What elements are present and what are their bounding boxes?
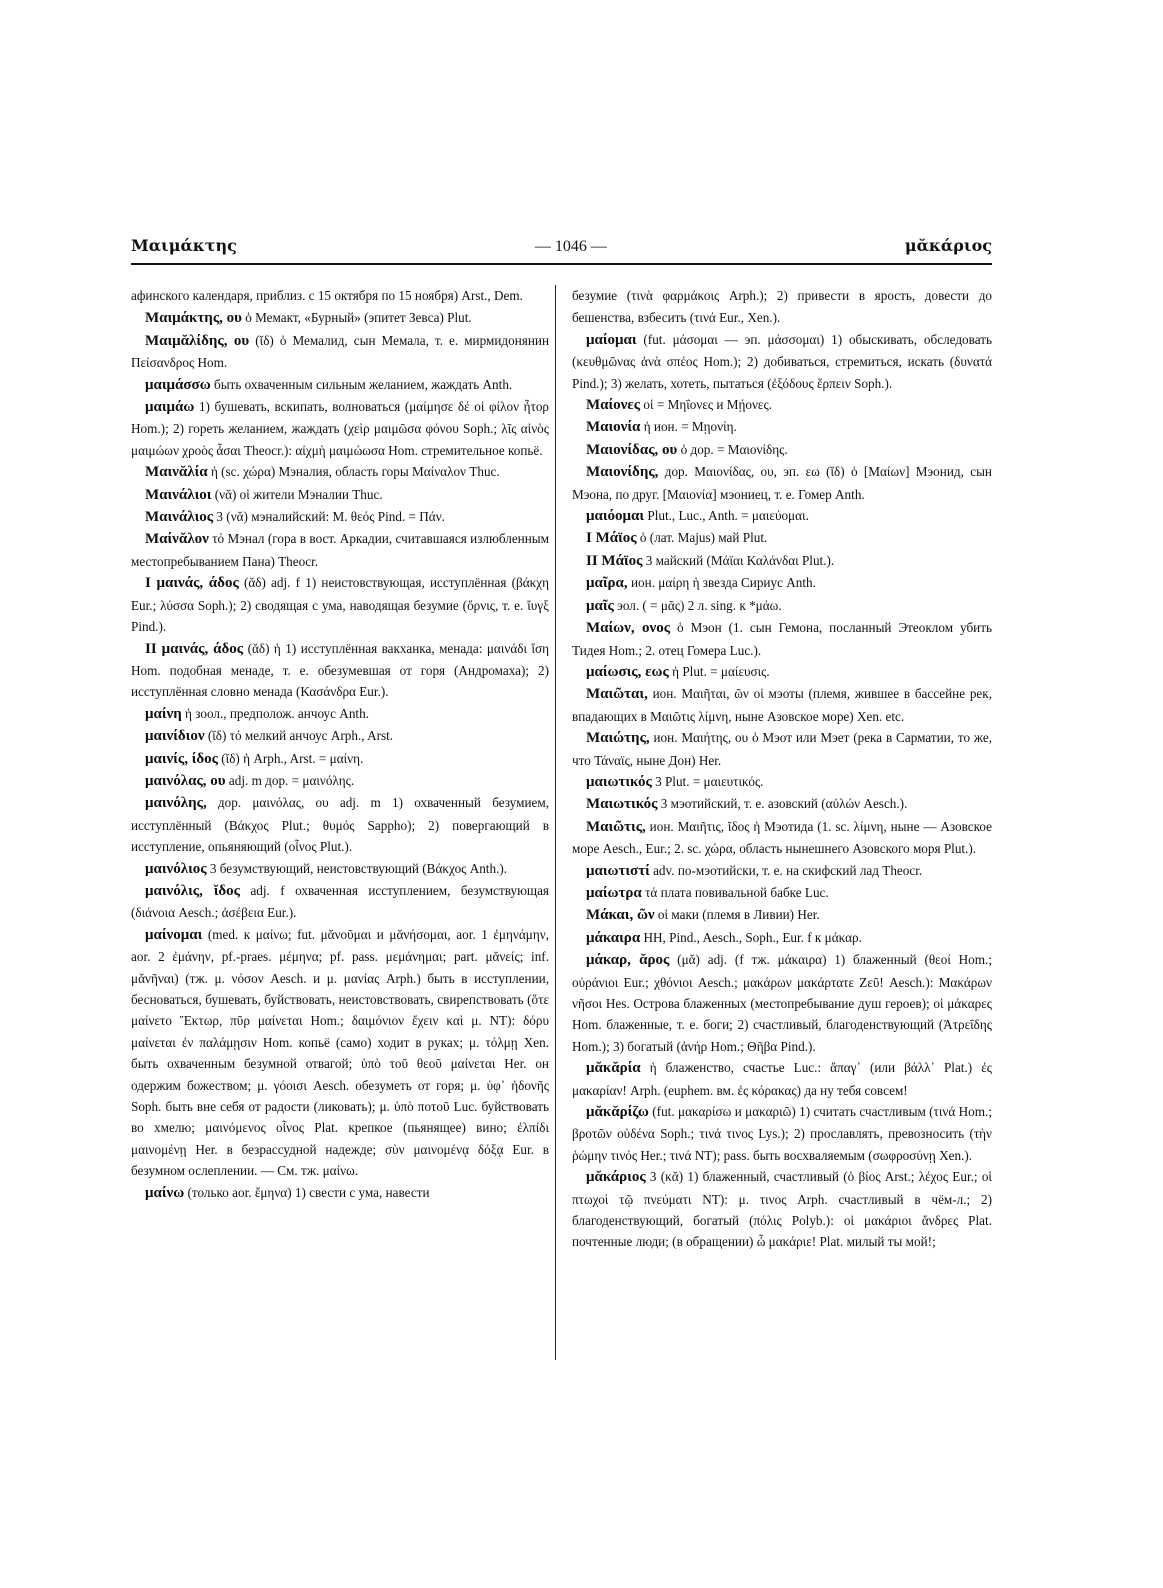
entry-definition: афинского календаря, приблиз. с 15 октября по 15 ноября) Arst., Dem. [131, 288, 523, 303]
header-rule [131, 263, 992, 265]
entry-headword: μᾰκᾰρία [586, 1060, 641, 1077]
dictionary-entry [572, 617, 992, 661]
entry-definition: (ᾰδ) ἡ 1) исступлённая вакханка, менада: μαινάδι ἴση Hom. подобная менаде, т. е. обезумевшая от горя (Андромаха); 2) исступлённая словно менада (Κασάνδρα Eur.). [131, 640, 550, 700]
entry-headword: I μαινάς, άδος [145, 575, 239, 592]
dictionary-entry [131, 748, 549, 770]
dictionary-entry [131, 880, 549, 924]
entry-definition: ἡ блаженство, счастье Luc.: ἄπαγ᾽ (или βάλλ᾽ Plat.) ἐς μακαρίαν! Arph. (euphem. вм. ἐς κόρακας) да ну тебя совсем! [572, 1060, 992, 1098]
dictionary-entry [572, 329, 992, 394]
entry-headword: Μαινάλιοι [145, 486, 212, 503]
entry-headword: μαίομαι [586, 331, 637, 348]
entry-definition: (fut. μακαρίσω и μακαριῶ) 1) считать счастливым (τινά Hom.; βροτῶν οὐδένα Soph.; τινά τινος Lys.); 2) прославлять, превозносить (τὴν ῥώμην τινός Her.; τινά NT); pass. быть восхваляемым (σωφροσύνῃ Xen.). [572, 1104, 992, 1163]
dictionary-entry [131, 1182, 549, 1204]
entry-headword: μαίνομαι [145, 926, 203, 943]
dictionary-entry [131, 924, 549, 1182]
dictionary-entry [572, 505, 992, 527]
entry-headword: μαινόλις, ῐδος [145, 882, 240, 899]
entry-headword: μαῖρα, [586, 575, 628, 592]
entry-definition: ἡ (sc. χώρα) Мэналия, область горы Μαίναλον Thuc. [207, 464, 500, 480]
entry-definition: дор. Μαιονίδας, ου, эп. εω (ῐδ) ὁ [Μαίων] Мэонид, сын Мэона, по друг. [Μαιονία] мэониец, т. е. Гомер Anth. [572, 464, 992, 502]
entry-headword: μάκαρ, ᾰρος [586, 952, 670, 969]
dictionary-entry [572, 882, 992, 904]
entry-headword: II Μάϊος [586, 552, 643, 569]
dictionary-entry [572, 394, 992, 416]
entry-definition: 3 Plut. = μαιευτικός. [651, 773, 764, 789]
entry-headword: μᾰκᾰρίζω [586, 1104, 649, 1121]
dictionary-entry [572, 793, 992, 815]
dictionary-entry [131, 858, 549, 880]
entry-headword: Μαιμάκτης, ου [145, 310, 242, 327]
dictionary-entry [131, 528, 549, 572]
entry-definition: (ῐδ) ἡ Arph., Arst. = μαίνη. [217, 750, 364, 766]
entry-headword: μαιμάσσω [145, 376, 211, 393]
dictionary-entry [131, 770, 549, 792]
dictionary-entry [572, 550, 992, 572]
entry-definition: ион. Μαιήτης, ου ὁ Мэот или Мэет (река в Сарматии, то же, что Τάναϊς, ныне Дон) Her. [572, 730, 992, 768]
dictionary-entry [572, 527, 992, 549]
dictionary-entry [572, 727, 992, 771]
dictionary-entry [572, 1101, 992, 1166]
entry-definition: ὁ дор. = Μαιονίδης. [677, 441, 788, 457]
dictionary-entry [572, 683, 992, 727]
entry-definition: adv. по-мэотийски, т. е. на скифский лад Theocr. [649, 862, 923, 878]
dictionary-entry [131, 792, 549, 857]
entry-headword: μαίνη [145, 705, 182, 722]
entry-definition: 3 (κᾰ) 1) блаженный, счастливый (ὁ βίος Arst.; λέχος Eur.; οἱ πτωχοὶ τῷ πνεύματι NT): μ. τινος Arph. счастливый в чём-л.; 2) благоденствующий, богатый (πόλις Polyb.): οἱ μακάριοι ἄνδρες Plat. почтенные люди; (в обращении) ὦ μακάριε! Plat. милый ты мой!; [572, 1169, 992, 1250]
entry-definition: безумие (τινὰ φαρμάκοις Arph.); 2) привести в ярость, довести до бешенства, взбесить (τινά Eur., Xen.). [572, 288, 992, 326]
entry-definition: 3 безумствующий, неистовствующий (Βάκχος Anth.). [206, 860, 508, 876]
entry-headword: Μαιωτικός [586, 796, 658, 813]
entry-headword: μαιόομαι [586, 508, 645, 525]
entry-headword: Μάκαι, ῶν [586, 907, 655, 924]
entry-headword: I Μάϊος [586, 530, 637, 547]
entry-definition: οἱ = Μηΐονες и Μῄονες. [640, 397, 772, 413]
entry-headword: Μαίονες [586, 397, 641, 414]
entry-headword: μαινόλας, ου [145, 772, 226, 789]
entry-definition: эол. ( = μᾶς) 2 л. sing. к *μάω. [613, 597, 782, 613]
header-left-word: Μαιμάκτης [131, 236, 237, 255]
entry-definition: HH, Pind., Aesch., Soph., Eur. f к μάκαρ. [640, 929, 862, 945]
entry-definition: (νᾰ) οἱ жители Мэналии Thuc. [211, 486, 383, 502]
entry-definition: 1) бушевать, вскипать, волноваться (μαίμησε δέ οἱ φίλον ἦτορ Hom.); 2) гореть желанием, жаждать (χεὶρ μαιμῶσα φόνου Soph.; λῖς αἰνὸς μαιμώων χροὸς ἆσαι Theocr.): αἰχμὴ μαιμώωσα Hom. стремительное копьё. [131, 399, 549, 458]
running-header [131, 236, 992, 258]
entry-definition: ὁ Мемакт, «Бурный» (эпитет Зевса) Plut. [241, 310, 472, 326]
dictionary-entry [572, 416, 992, 438]
entry-definition: adj. m дор. = μαινόλης. [225, 772, 355, 788]
entry-headword: Μαίων, ονος [586, 620, 671, 637]
entry-definition: ион. Μαιῆται, ῶν οἱ мэоты (племя, жившее в бассейне рек, впадающих в Μαιῶτις λίμνη, ныне Азовское море) Xen. etc. [572, 686, 992, 724]
entry-definition: Plut., Luc., Anth. = μαιεύομαι. [644, 508, 809, 524]
entry-headword: μαιωτιστί [586, 862, 650, 879]
entry-headword: Μαινάλιος [145, 509, 214, 526]
entry-headword: Μαινᾰλία [145, 464, 208, 481]
dictionary-entry [131, 307, 549, 329]
dictionary-entry [131, 506, 549, 528]
entry-definition: (ῐδ) τό мелкий анчоус Arph., Arst. [204, 728, 394, 744]
entry-headword: μαῖς [586, 597, 614, 614]
entry-headword: μαίωσις, εως [586, 663, 669, 680]
dictionary-entry [572, 461, 992, 505]
dictionary-entry [572, 816, 992, 860]
entry-headword: II μαινάς, άδος [145, 640, 244, 657]
entry-definition: οἱ маки (племя в Ливии) Her. [654, 907, 820, 923]
dictionary-entry [131, 725, 549, 747]
entry-headword: Μαιμᾰλίδης, ου [145, 332, 250, 349]
entry-headword: μαινόλης, [145, 795, 207, 812]
dictionary-entry [572, 771, 992, 793]
entry-definition: (ᾰδ) adj. f 1) неистовствующая, исступлённая (βάκχη Eur.; λύσσα Soph.); 2) сводящая с ума, наводящая безумие (ὄρνις, т. е. ἴυγξ Pind.). [131, 575, 549, 635]
entry-definition: ὁ (лат. Majus) май Plut. [636, 530, 768, 546]
entry-headword: Μαιῶτις, [586, 818, 646, 835]
entry-definition: τά плата повивальной бабке Luc. [641, 884, 829, 900]
dictionary-entry [572, 904, 992, 926]
entry-headword: Μαιονίδας, ου [586, 441, 678, 458]
entry-definition: ион. μαίρη ἡ звезда Сириус Anth. [627, 575, 816, 591]
entry-definition: (med. к μαίνω; fut. μᾰνοῦμαι и μᾰνήσομαι, aor. 1 ἐμηνάμην, aor. 2 ἐμάνην, pf.-praes. μέμηνα; pf. pass. μεμάνημαι; part. μᾰνείς; inf. μᾰνῆναι) (тж. μ. νόσον Aesch. и μ. μανίας Arph.) быть в исступлении, бесноваться, бушевать, буйствовать, неистовствовать, свирепствовать (ὅτε μαίνετο Ἕκτωρ, πῦρ μαίνεται Hom.; δαιμόνιον ἔχειν καὶ μ. NT): δόρυ μαίνεται ἐν παλάμῃσιν Hom. копьё (само) ходит в руках; μ. τόλμῃ Xen. быть охваченным безумной отвагой; ὑπὸ τοῦ θεοῦ μαίνεται Her. он одержим божеством; μ. γόοισι Aesch. обезуметь от горя; μ. ὑφ᾽ ἡδονῆς Soph. быть вне себя от радости (ликовать); μ. ὑπὸ ποτοῦ Luc. буйствовать во хмелю; μαινόμενος οἶνος Plat. крепкое (пьянящее) вино; ἐλπίδι μαινομένῃ Her. в безрассудной надежде; σὺν μαινομένᾳ δόξᾳ Eur. в безумном ослеплении. — См. тж. μαίνω. [131, 926, 549, 1179]
dictionary-entry [572, 860, 992, 882]
dictionary-entry [131, 703, 549, 725]
entry-definition: (ῐδ) ὁ Мемалид, сын Мемала, т. е. мирмидонянин Πείσανδρος Hom. [131, 332, 550, 371]
entry-definition: 3 майский (Μάϊαι Καλάνδαι Plut.). [642, 552, 835, 568]
entry-definition: τό Мэнал (гора в вост. Аркадии, считавшаяся излюбленным местопребыванием Пана) Theocr. [131, 531, 549, 569]
entry-definition: ион. Μαιῆτις, ῐδος ἡ Мэотида (1. sc. λίμνη, ныне — Азовское море Aesch., Eur.; 2. sc. χώρα, область нынешнего Азовского моря Plut.). [572, 818, 992, 857]
entry-definition: (fut. μάσομαι — эп. μάσσομαι) 1) обыскивать, обследовать (κευθμῶνας ἀνὰ σπέος Hom.); 2) добиваться, стремиться, искать (δυνατά Pind.); 3) желать, хотеть, пытаться (ἐξόδους ἕρπειν Soph.). [572, 331, 992, 391]
entry-headword: μᾰκάριος [586, 1169, 646, 1186]
dictionary-entry [131, 572, 549, 637]
dictionary-entry [131, 396, 549, 461]
entry-definition: 3 (νᾰ) мэналийский: Μ. θεός Pind. = Πάν. [213, 509, 445, 525]
entry-headword: Μαιῶται, [586, 686, 648, 703]
right-column [572, 285, 992, 1253]
entry-headword: μαιωτικός [586, 773, 652, 790]
dictionary-entry [131, 638, 549, 703]
dictionary-entry [572, 927, 992, 949]
entry-definition: 3 мэотийский, т. е. азовский (αὐλών Aesch.). [657, 796, 908, 812]
left-column [131, 285, 549, 1204]
entry-headword: Μαιώτης, [586, 730, 650, 747]
entry-headword: μαίωτρα [586, 884, 642, 901]
entry-definition: быть охваченным сильным желанием, жаждать Anth. [210, 376, 513, 392]
entry-headword: μαινίς, ίδος [145, 750, 218, 767]
entry-definition: ἡ зоол., предполож. анчоус Anth. [181, 705, 369, 721]
dictionary-entry [572, 1166, 992, 1253]
column-divider [555, 285, 556, 1360]
entry-definition: ἡ Plut. = μαίευσις. [668, 663, 770, 679]
header-right-word: μᾰκάριος [904, 236, 992, 255]
dictionary-entry [131, 285, 549, 307]
dictionary-entry [572, 439, 992, 461]
dictionary-entry [131, 461, 549, 483]
entry-definition: (μᾰ) adj. (f тж. μάκαιρα) 1) блаженный (θεοί Hom.; οὐράνιοι Eur.; χθόνιοι Aesch.; μακάρων μακάρτατε Ζεῦ! Aesch.): Μακάρων νῆσοι Hes. Острова блаженных (местопребывание душ героев); οἱ μάκαρες Hom. блаженные, т. е. боги; 2) счастливый, благоденствующий (Ἀτρεΐδης Hom.); 3) богатый (ἀνήρ Hom.; Θῆβα Pind.). [572, 952, 992, 1054]
dictionary-entry [572, 572, 992, 594]
entry-definition: ὁ Мэон (1. сын Гемона, посланный Этеоклом убить Тидея Hom.; 2. отец Гомера Luc.). [572, 620, 992, 658]
entry-headword: μαιμάω [145, 399, 195, 416]
entry-definition: (только aor. ἔμηνα) 1) свести с ума, навести [184, 1184, 430, 1200]
page-number: — 1046 — [534, 238, 607, 255]
entry-headword: Μαίνᾰλον [145, 531, 209, 548]
dictionary-entry [572, 661, 992, 683]
entry-definition: adj. f охваченная исступлением, безумствующая (διάνοια Aesch.; ἀσέβεια Eur.). [131, 882, 550, 921]
entry-headword: μαινόλιος [145, 860, 207, 877]
dictionary-entry [131, 484, 549, 506]
dictionary-entry [572, 1057, 992, 1101]
dictionary-entry [572, 949, 992, 1057]
dictionary-entry [131, 374, 549, 396]
entry-definition: дор. μαινόλας, ου adj. m 1) охваченный безумием, исступлённый (Βάκχος Plut.; θυμός Sappho); 2) повергающий в исступление, опьяняющий (οἶνος Plut.). [131, 795, 549, 855]
entry-headword: μαινίδιον [145, 728, 205, 745]
dictionary-entry [572, 285, 992, 329]
dictionary-entry [131, 330, 549, 374]
entry-headword: μαίνω [145, 1184, 185, 1201]
entry-headword: Μαιονίδης, [586, 464, 659, 481]
entry-headword: μάκαιρα [586, 929, 641, 946]
entry-definition: ἡ ион. = Μῃονίη. [640, 419, 737, 435]
entry-headword: Μαιονία [586, 419, 641, 436]
dictionary-entry [572, 595, 992, 617]
